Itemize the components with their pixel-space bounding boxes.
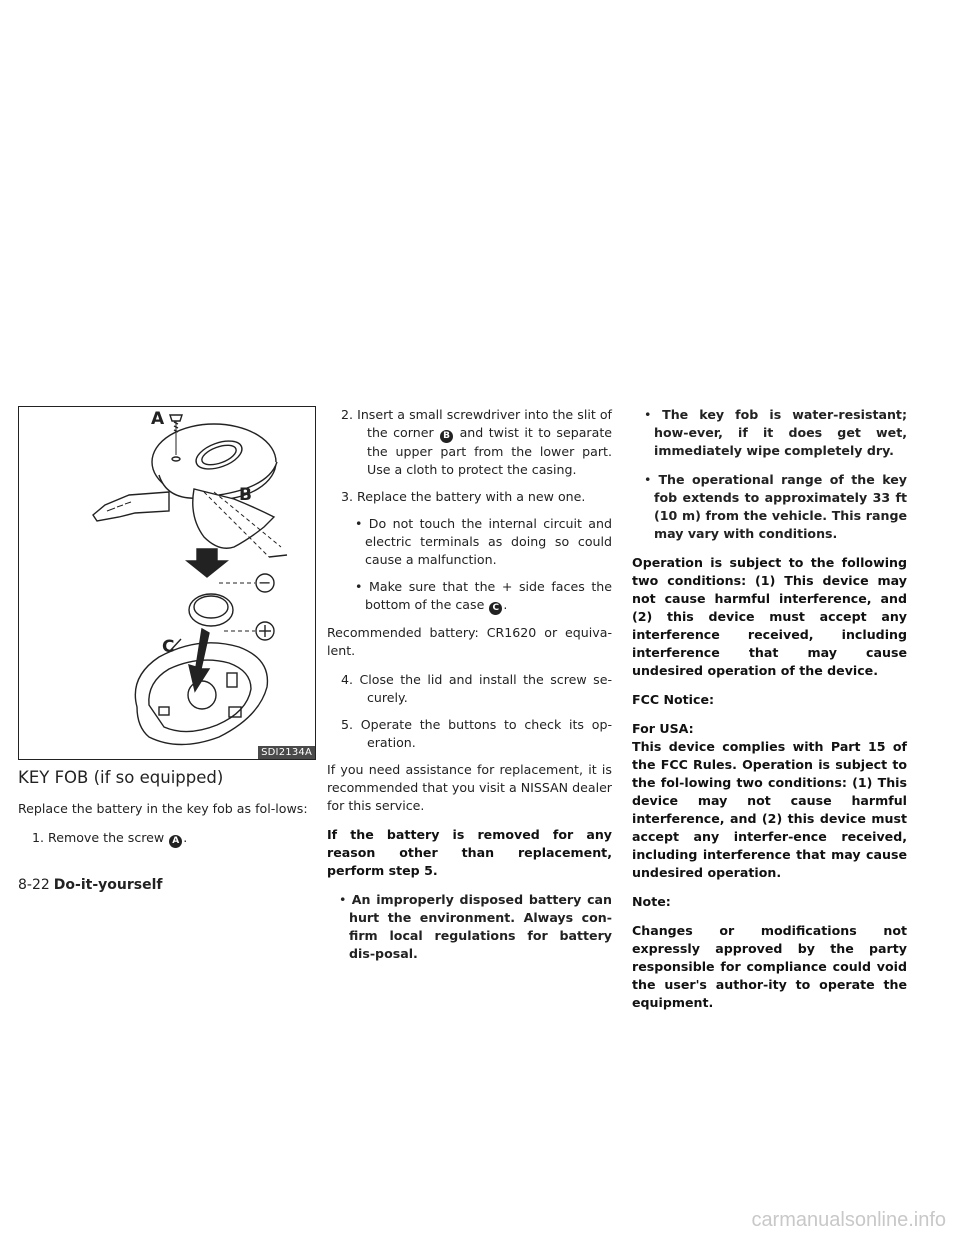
step-1-end: . <box>183 830 188 845</box>
warning-bullet-1: • An improperly disposed battery can hurt the environment. Always con-firm local regulations for battery dis-posal. <box>339 892 612 961</box>
for-usa-heading: For USA: <box>632 721 694 736</box>
figure-code: SDI2134A <box>258 746 315 759</box>
callout-b-badge: B <box>440 430 453 443</box>
section-title: KEY FOB (if so equipped) <box>18 768 224 787</box>
column-3 <box>632 406 907 1023</box>
step-2-text-b: and twist it to separate the upper part from the lower part. Use a cloth to protect the casing. <box>367 425 612 477</box>
operation-conditions: Operation is subject to the following two conditions: (1) This device may not cause harmful interference, and (2) this device must accept any interference received, including interference that may cause undesired operation of the device. <box>632 555 907 678</box>
step-3-sub-2-text: • Make sure that the + side faces the bottom of the case <box>355 579 612 612</box>
watermark: carmanualsonline.info <box>751 1209 946 1231</box>
page-number: 8-22 <box>18 877 50 893</box>
page-footer <box>18 877 162 893</box>
step-1-text: 1. Remove the screw <box>32 830 165 845</box>
column-2 <box>327 406 612 974</box>
callout-a-badge: A <box>169 835 182 848</box>
warning-bullet-1-text: An improperly disposed battery can hurt the environment. Always con-firm local regulations for battery dis-posal. <box>349 892 612 961</box>
callout-a: A <box>151 409 165 429</box>
key-fob-illustration <box>18 406 316 760</box>
callout-c: C <box>162 637 175 657</box>
minus-symbol: − <box>258 573 272 592</box>
note-heading: Note: <box>632 894 671 909</box>
step-3: 3. Replace the battery with a new one. <box>341 489 586 504</box>
intro-paragraph: Replace the battery in the key fob as fol-lows: <box>18 801 308 816</box>
note-text: Changes or modifications not expressly approved by the party responsible for compliance could void the user's author-ity to operate the equipment. <box>632 923 907 1010</box>
step-3-sub-1: • Do not touch the internal circuit and electric terminals as doing so could cause a malfunction. <box>355 516 612 567</box>
callout-b: B <box>239 485 252 505</box>
column-1 <box>18 800 316 857</box>
step-4: 4. Close the lid and install the screw se-curely. <box>341 672 612 705</box>
step-5: 5. Operate the buttons to check its op-eration. <box>341 717 612 750</box>
key-fob-drawing <box>19 407 315 759</box>
step-2-text-a: 2. Insert a small screwdriver into the slit of the corner <box>341 407 612 440</box>
warning-bullet-2: • The key fob is water-resistant; how-ever, if it does get wet, immediately wipe completely dry. <box>644 407 907 458</box>
recommended-battery: Recommended battery: CR1620 or equiva-lent. <box>327 625 612 658</box>
warning-bullet-3-text: The operational range of the key fob extends to approximately 33 ft (10 m) from the vehicle. This range may vary with conditions. <box>654 472 907 541</box>
fcc-notice-heading: FCC Notice: <box>632 692 715 707</box>
assistance-paragraph: If you need assistance for replacement, it is recommended that you visit a NISSAN dealer for this service. <box>327 762 612 813</box>
step-1 <box>18 829 316 848</box>
step-3-sub-2 <box>327 578 612 615</box>
step-3-sub-2-end: . <box>503 597 508 612</box>
battery-removed-heading: If the battery is removed for any reason other than replacement, perform step 5. <box>327 827 612 878</box>
step-2 <box>327 406 612 479</box>
warning-bullet-3: • The operational range of the key fob extends to approximately 33 ft (10 m) from the vehicle. This range may vary with conditions. <box>644 472 907 541</box>
footer-section: Do-it-yourself <box>53 877 163 893</box>
callout-c-badge: C <box>489 602 502 615</box>
warning-bullet-2-text: The key fob is water-resistant; how-ever, if it does get wet, immediately wipe completely dry. <box>654 407 907 458</box>
fcc-text: This device complies with Part 15 of the FCC Rules. Operation is subject to the fol-lowing two conditions: (1) This device may not cause harmful interference, and (2) this device must accept any interfer-ence received, including interference that may cause undesired operation. <box>632 739 907 880</box>
